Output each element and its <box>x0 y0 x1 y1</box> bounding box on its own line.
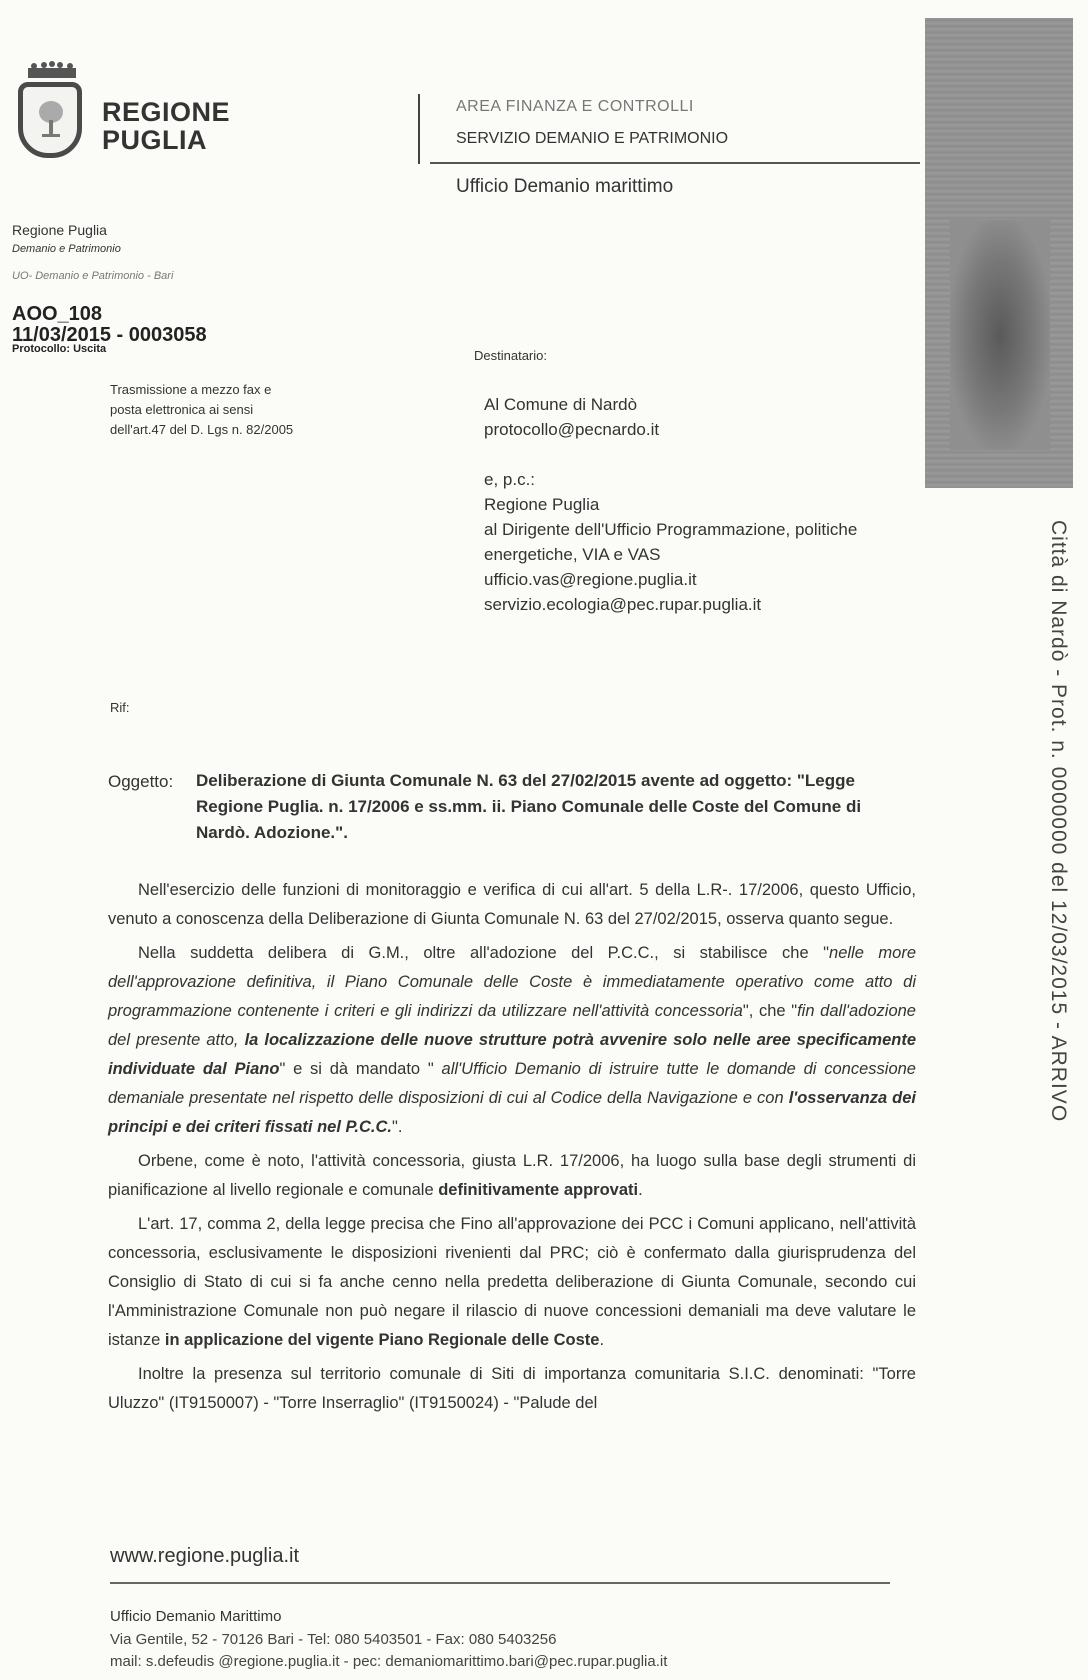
footer-office: Ufficio Demanio Marittimo <box>110 1608 282 1625</box>
sender-department: Demanio e Patrimonio <box>12 243 121 255</box>
recipient-block <box>484 392 924 617</box>
protocol-label: Protocollo: Uscita <box>12 343 107 355</box>
cc-line: energetiche, VIA e VAS <box>484 545 661 564</box>
footer-rule <box>110 1582 890 1584</box>
subject-label: Oggetto: <box>108 772 174 791</box>
footer-address: Via Gentile, 52 - 70126 Bari - Tel: 080 5403501 - Fax: 080 5403256 <box>110 1631 557 1648</box>
cc-email: servizio.ecologia@pec.rupar.puglia.it <box>484 595 762 614</box>
transmission-note: Trasmissione a mezzo fax e posta elettronica ai sensi dell'art.47 del D. Lgs n. 82/2005 <box>110 382 294 437</box>
cc-name: Regione Puglia <box>484 495 600 514</box>
recipient-label: Destinatario: <box>474 348 547 363</box>
footer-website: www.regione.puglia.it <box>110 1545 299 1567</box>
header-office: Ufficio Demanio marittimo <box>456 176 674 197</box>
footer-mail: mail: s.defeudis @regione.puglia.it - pec: demaniomarittimo.bari@pec.rupar.puglia.it <box>110 1653 668 1670</box>
subject-text: Deliberazione di Giunta Comunale N. 63 del 27/02/2015 avente ad oggetto: "Legge Regione Puglia. n. 17/2006 e ss.mm. ii. Piano Comunale delle Coste del Comune di Nardò. Adozione.". <box>196 771 862 842</box>
sender-name: Regione Puglia <box>12 222 107 238</box>
cc-label: e, p.c.: <box>484 470 536 489</box>
tree-icon <box>36 98 66 138</box>
recipient-email: protocollo@pecnardo.it <box>484 420 660 439</box>
paragraph: Nella suddetta delibera di G.M., oltre all'adozione del P.C.C., si stabilisce che "nelle more dell'approvazione definitiva, il Piano Comunale delle Coste è immediatamente operativo come atto di programmazione contenente i criteri e gli indirizzi da utilizzare nell'attività concessoria", che "fin dall'adozione del presente atto, la localizzazione delle nuove strutture potrà avvenire solo nelle aree specificamente individuate dal Piano" e si dà mandato " all'Ufficio Demanio di istruire tutte le domande di concessione demaniale presentate nel rispetto delle disposizioni di cui al Codice della Navigazione e con l'osservanza dei principi e dei criteri fissati nel P.C.C.". <box>108 944 917 1136</box>
cc-email: ufficio.vas@regione.puglia.it <box>484 570 697 589</box>
recipient-name: Al Comune di Nardò <box>484 395 638 414</box>
sender-unit: UO- Demanio e Patrimonio - Bari <box>12 270 174 282</box>
header-rule <box>430 162 920 164</box>
header-divider <box>418 94 420 164</box>
header-area: AREA FINANZA E CONTROLLI <box>456 98 694 115</box>
region-name: REGIONE PUGLIA <box>102 97 231 155</box>
paragraph: Inoltre la presenza sul territorio comunale di Siti di importanza comunitaria S.I.C. denominati: "Torre Uluzzo" (IT9150007) - "Torre Inserraglio" (IT9150024) - "Palude del <box>108 1365 916 1412</box>
letter-body <box>108 876 916 1423</box>
cc-line: al Dirigente dell'Ufficio Programmazione, politiche <box>484 520 858 539</box>
paragraph: L'art. 17, comma 2, della legge precisa che Fino all'approvazione dei PCC i Comuni applicano, nell'attività concessoria, esclusivamente le disposizioni rivenienti dal PRC; ciò è confermato dalla giurisprudenza del Consiglio di Stato di cui si fa anche cenno nella predetta deliberazione di Giunta Comunale, secondo cui l'Amministrazione Comunale non può negare il rilascio di nuove concessioni demaniali ma deve valutare le istanze in applicazione del vigente Piano Regionale delle Coste. <box>108 1215 916 1349</box>
seal-emblem <box>950 220 1050 450</box>
header-service: SERVIZIO DEMANIO E PATRIMONIO <box>456 130 729 147</box>
aoo-code: AOO_108 <box>12 303 103 325</box>
rif-label: Rif: <box>110 700 130 715</box>
paragraph: Orbene, come è noto, l'attività concessoria, giusta L.R. 17/2006, ha luogo sulla base degli strumenti di pianificazione al livello regionale e comunale definitivamente approvati. <box>108 1152 916 1199</box>
vertical-protocol-stamp: Città di Nardò - Prot. n. 0000000 del 12/03/2015 - ARRIVO <box>1047 520 1070 1123</box>
paragraph: Nell'esercizio delle funzioni di monitoraggio e verifica di cui all'art. 5 della L.R-. 17/2006, questo Ufficio, venuto a conoscenza della Deliberazione di Giunta Comunale N. 63 del 27/02/2015, osserva quanto segue. <box>108 881 916 928</box>
crown-icon <box>26 60 78 80</box>
protocol-number: 11/03/2015 - 0003058 <box>12 324 207 346</box>
